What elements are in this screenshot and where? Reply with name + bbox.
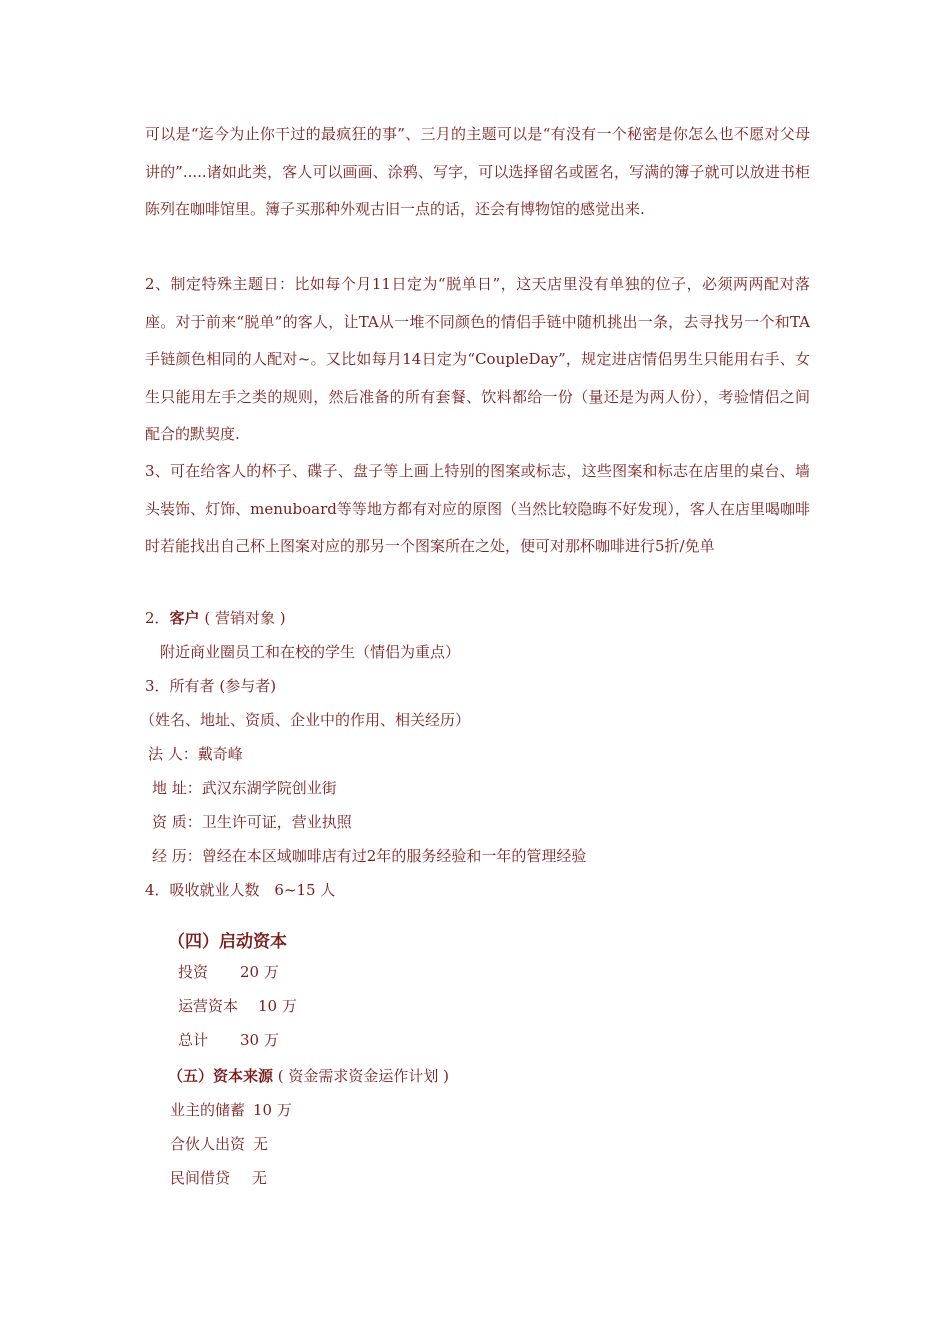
capital-row-investment xyxy=(178,962,279,982)
owner-field-address xyxy=(152,778,337,798)
source-row-partner xyxy=(170,1134,268,1154)
capital-source-subtitle: ( 资金需求资金运作计划 ) xyxy=(277,1067,450,1085)
section-4-title: 吸收就业人数 xyxy=(169,881,260,899)
section-3-subtitle: (参与者) xyxy=(219,677,277,695)
capital-row-label: 投资 xyxy=(178,963,209,981)
source-row-label: 合伙人出资 xyxy=(170,1135,246,1153)
owner-field-legal-person xyxy=(148,744,243,764)
source-row-private-loan xyxy=(170,1168,267,1188)
source-row-value: 无 xyxy=(253,1135,269,1153)
section-2-subtitle: ( 营销对象 ) xyxy=(204,609,286,627)
section-3-number: 3． xyxy=(145,677,170,695)
capital-row-operating xyxy=(178,996,297,1016)
section-3-heading xyxy=(145,676,276,696)
field-label: 经 历： xyxy=(152,847,202,865)
startup-capital-heading: （四）启动资本 xyxy=(168,932,287,952)
source-row-value: 无 xyxy=(252,1169,268,1187)
owner-field-qualification xyxy=(152,812,352,832)
paragraph-3 xyxy=(145,453,810,566)
capital-source-heading xyxy=(168,1066,449,1086)
section-4-number: 4． xyxy=(145,881,170,899)
capital-row-label: 运营资本 xyxy=(178,997,239,1015)
source-row-label: 业主的储蓄 xyxy=(170,1101,246,1119)
capital-row-value: 30 万 xyxy=(240,1031,279,1049)
source-row-value: 10 万 xyxy=(253,1101,292,1119)
section-2-title: 客户 xyxy=(169,609,200,627)
capital-row-value: 20 万 xyxy=(240,963,279,981)
capital-row-total xyxy=(178,1030,279,1050)
field-label: 资 质： xyxy=(152,813,202,831)
section-3-note: （姓名、地址、资质、企业中的作用、相关经历） xyxy=(140,711,471,729)
field-value: 戴奇峰 xyxy=(197,745,243,763)
source-row-label: 民间借贷 xyxy=(170,1169,231,1187)
field-value: 武汉东湖学院创业街 xyxy=(201,779,337,797)
owner-field-experience xyxy=(152,846,586,866)
field-value: 曾经在本区域咖啡店有过2年的服务经验和一年的管理经验 xyxy=(201,847,587,865)
capital-row-value: 10 万 xyxy=(258,997,297,1015)
paragraph-intro xyxy=(145,116,810,229)
capital-source-title: （五）资本来源 xyxy=(168,1067,274,1085)
section-2-content: 附近商业圈员工和在校的学生（情侣为重点） xyxy=(160,643,461,661)
paragraph-2-text: 2、制定特殊主题日：比如每个月11日定为“脱单日”，这天店里没有单独的位子，必须两两配对落座。对于前来“脱单”的客人，让TA从一堆不同颜色的情侣手链中随机挑出一条，去寻找另一个和TA手链颜色相同的人配对~。又比如每月14日定为“CoupleDay”，规定进店情侣男生只能用右手、女生只能用左手之类的规则，然后准备的所有套餐、饮料都给一份（量还是为两人份），考验情侣之间配合的默契度. xyxy=(145,275,810,443)
capital-row-label: 总计 xyxy=(178,1031,209,1049)
source-row-owner-savings xyxy=(170,1100,292,1120)
section-2-heading xyxy=(145,608,286,628)
section-3-title: 所有者 xyxy=(169,677,215,695)
paragraph-2 xyxy=(145,266,810,454)
section-2-number: 2． xyxy=(145,609,170,627)
paragraph-intro-text: 可以是“迄今为止你干过的最疯狂的事”、三月的主题可以是“有没有一个秘密是你怎么也不愿对父母讲的”.....诸如此类，客人可以画画、涂鸦、写字，可以选择留名或匿名，写满的簿子就可以放进书柜陈列在咖啡馆里。簿子买那种外观古旧一点的话，还会有博物馆的感觉出来. xyxy=(145,125,810,218)
section-4-value: 6~15 人 xyxy=(274,881,336,899)
section-4-heading xyxy=(145,880,335,900)
field-value: 卫生许可证，营业执照 xyxy=(201,813,352,831)
paragraph-3-text: 3、可在给客人的杯子、碟子、盘子等上画上特别的图案或标志，这些图案和标志在店里的桌台、墙头装饰、灯饰、menuboard等等地方都有对应的原图（当然比较隐晦不好发现），客人在店里喝咖啡时若能找出自己杯上图案对应的那另一个图案所在之处，便可对那杯咖啡进行5折/免单 xyxy=(145,462,810,555)
field-label: 地 址： xyxy=(152,779,202,797)
field-label: 法 人： xyxy=(148,745,198,763)
